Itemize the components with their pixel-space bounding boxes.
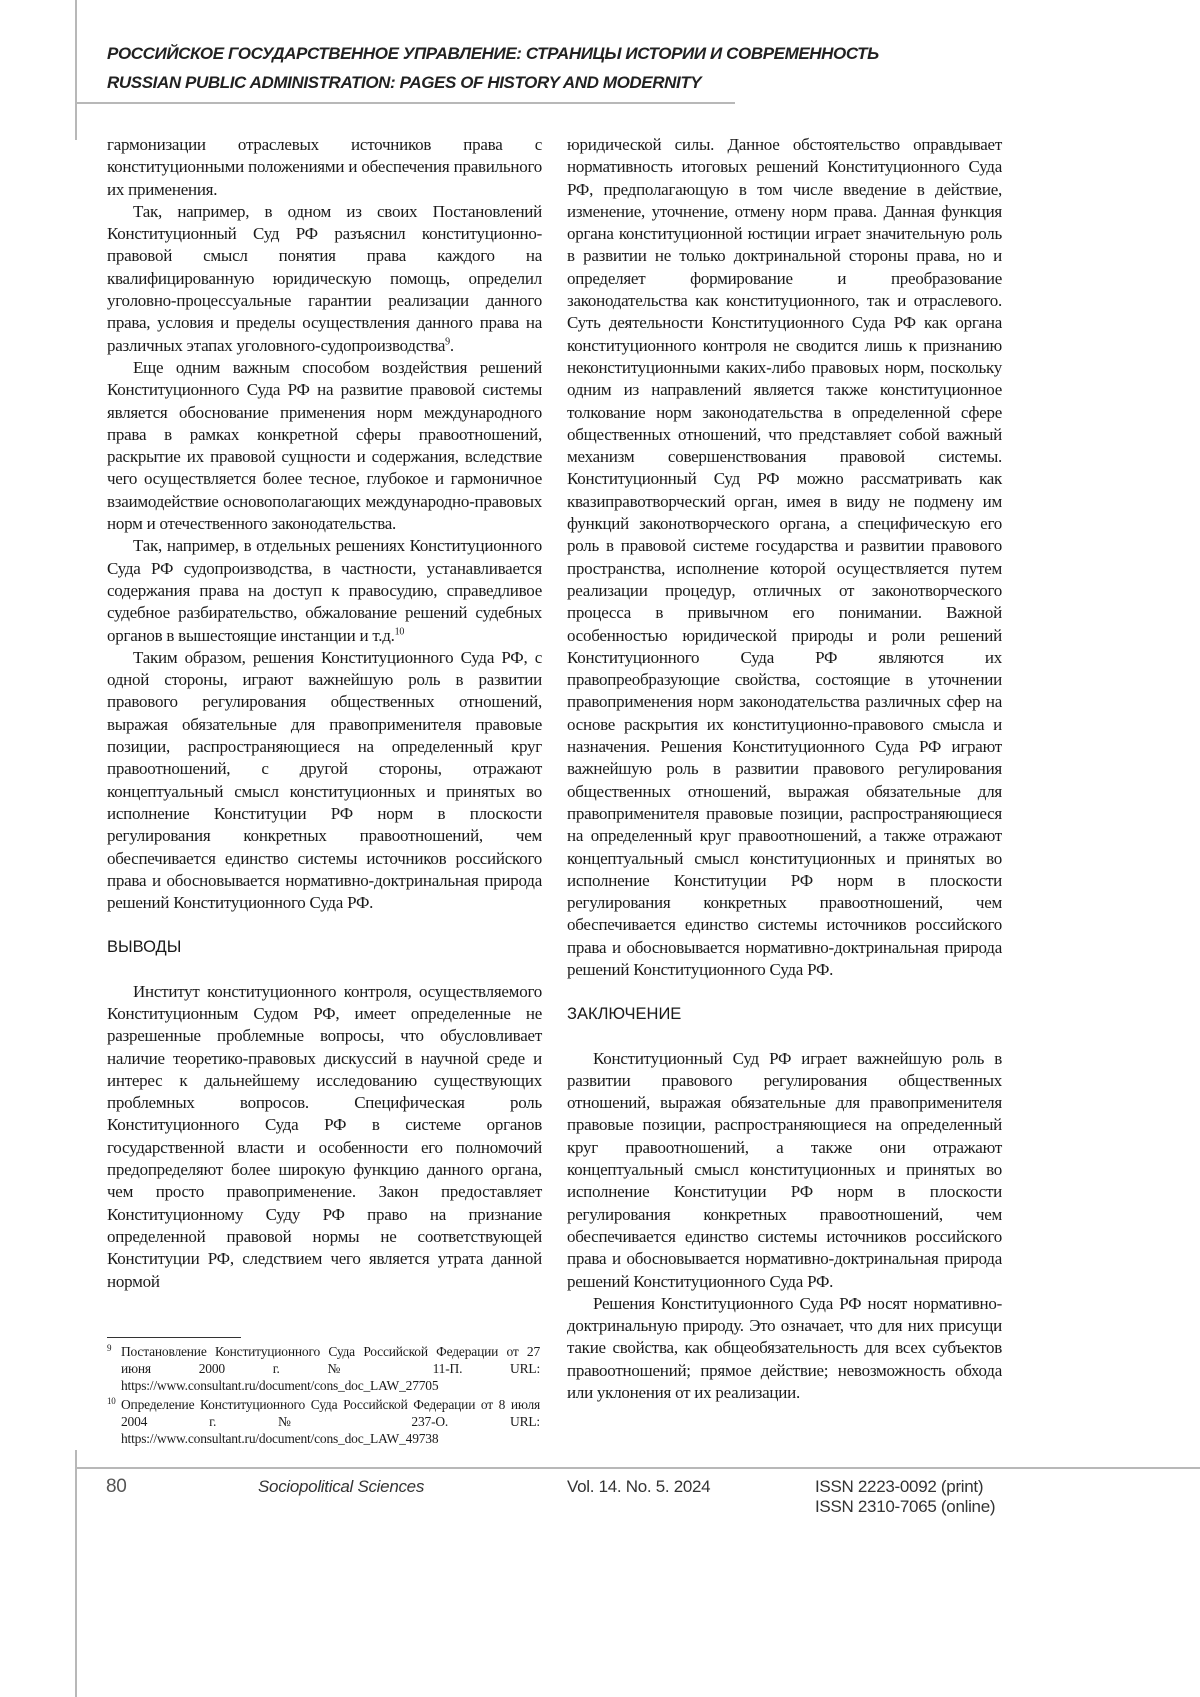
issn-online: ISSN 2310-7065 (online) (815, 1497, 995, 1517)
paragraph: гармонизации отраслевых источников права с конституционными положениями и обеспечения правильного их применения. (107, 134, 542, 201)
paragraph-text: . (450, 336, 454, 355)
footer-vertical-rule (75, 1450, 77, 1697)
running-title-en: RUSSIAN PUBLIC ADMINISTRATION: PAGES OF HISTORY AND MODERNITY (107, 73, 701, 93)
footnote-number: 9 (107, 1340, 111, 1357)
left-column (107, 134, 542, 1293)
paragraph: Еще одним важным способом воздействия решений Конституционного Суда РФ на развитие правовой системы является обоснование применения норм международного права в рамках конкретной сферы правоотношений, раскрытие их правовой сущности и содержания, вследствие чего осуществляется более тесное, глубокое и гармоничное взаимодействие основополагающих международно-правовых норм и отечественного законодательства. (107, 357, 542, 535)
footnote (107, 1396, 540, 1447)
footnote-number: 10 (107, 1393, 116, 1410)
footer-horizontal-rule (75, 1467, 1200, 1469)
page-number: 80 (106, 1476, 127, 1498)
running-title-ru: РОССИЙСКОЕ ГОСУДАРСТВЕННОЕ УПРАВЛЕНИЕ: СТРАНИЦЫ ИСТОРИИ И СОВРЕМЕННОСТЬ (107, 44, 879, 64)
paragraph (107, 201, 542, 357)
paragraph: Институт конституционного контроля, осуществляемого Конституционным Судом РФ, имеет определенные не разрешенные проблемные вопросы, что обусловливает наличие теоретико-правовых дискуссий в научной среде и интерес к дальнейшему исследованию существующих проблемных вопросов. Специфическая роль Конституционного Суда РФ в системе органов государственной власти и особенности его полномочий предопределяют более широкую функцию данного органа, чем просто правоприменение. Закон предоставляет Конституционному Суду РФ право на признание определенной правовой нормы не соответствующей Конституции РФ, следствием чего является утрата данной нормой (107, 981, 542, 1293)
footnote-separator (107, 1337, 241, 1338)
paragraph (107, 535, 542, 646)
footnote-text: Определение Конституционного Суда Российской Федерации от 8 июля 2004 г. № 237-О. URL: https://www.consultant.ru/document/cons_doc_LAW_49738 (121, 1397, 540, 1446)
section-heading-conclusion: ЗАКЛЮЧЕНИЕ (567, 1003, 1002, 1025)
paragraph: Таким образом, решения Конституционного Суда РФ, с одной стороны, играют важнейшую роль в развитии правового регулирования общественных отношений, выражая обязательные для правоприменителя правовые позиции, распространяющиеся на определенный круг правоотношений, с другой стороны, отражают концептуальный смысл конституционных и принятых во исполнение Конституции РФ норм в плоскости регулирования конкретных правоотношений, чем обеспечивается единство системы источников российского права и обосновывается нормативно-доктринальная природа решений Конституционного Суда РФ. (107, 647, 542, 915)
section-heading-conclusions: ВЫВОДЫ (107, 936, 542, 958)
journal-volume: Vol. 14. No. 5. 2024 (567, 1477, 710, 1497)
journal-name: Sociopolitical Sciences (258, 1477, 424, 1497)
paragraph: Решения Конституционного Суда РФ носят нормативно-доктринальную природу. Это означает, что для них присущи такие свойства, как общеобязательность для всех субъектов правоотношений; прямое действие; невозможность обхода или уклонения от их реализации. (567, 1293, 1002, 1404)
header-vertical-rule (75, 0, 77, 140)
paragraph-text: Так, например, в одном из своих Постановлений Конституционный Суд РФ разъяснил конституционно-правовой смысл понятия права каждого на квалифицированную юридическую помощь, определил уголовно-процессуальные гарантии реализации данного права, условия и пределы осуществления данного права на различных этапах уголовного-судопроизводства (107, 202, 542, 355)
issn-print: ISSN 2223-0092 (print) (815, 1477, 983, 1497)
footnote (107, 1343, 540, 1394)
header-horizontal-rule (75, 102, 735, 104)
paragraph: Конституционный Суд РФ играет важнейшую роль в развитии правового регулирования общественных отношений, выражая обязательные для правоприменителя правовые позиции, распространяющиеся на определенный круг правоотношений, а также они отражают концептуальный смысл конституционных и принятых во исполнение Конституции РФ норм в плоскости регулирования конкретных правоотношений, чем обеспечивается единство системы источников российского права и обосновывается нормативно-доктринальная природа решений Конституционного Суда РФ. (567, 1048, 1002, 1293)
footnote-text: Постановление Конституционного Суда Российской Федерации от 27 июня 2000 г. № 11-П. URL: https://www.consultant.ru/document/cons_doc_LAW_27705 (121, 1344, 540, 1393)
paragraph: юридической силы. Данное обстоятельство оправдывает нормативность итоговых решений Конституционного Суда РФ, предполагающую в том числе введение в действие, изменение, уточнение, отмену норм права. Данная функция органа конституционной юстиции играет значительную роль в развитии не только доктринальной стороны права, но и определяет формирование и преобразование законодательства как конституционного, так и отраслевого. Суть деятельности Конституционного Суда РФ как органа конституционного контроля не сводится лишь к признанию неконституционными каких-либо правовых норм, поскольку одним из направлений является также конституционное толкование норм законодательства в определенной сфере общественных отношений, что представляет собой важный механизм совершенствования правовой системы. Конституционный Суд РФ можно рассматривать как квазиправотворческий орган, имея в виду не подмену им функций законотворческого органа, а специфическую его роль в правовой системе государства и развитии правового пространства, исполнение которой осуществляется путем реализации процедур, отличных от законотворческого процесса в привычном его понимании. Важной особенностью юридической природы и роли решений Конституционного Суда РФ являются их правопреобразующие свойства, состоящие в уточнении правоприменения норм законодательства различных сфер на основе раскрытия их конституционно-правового смысла и назначения. Решения Конституционного Суда РФ играют важнейшую роль в развитии правового регулирования общественных отношений, выражая обязательные для правоприменителя правовые позиции, распространяющиеся на определенный круг правоотношений, а также отражают концептуальный смысл конституционных и принятых во исполнение Конституции РФ норм в плоскости регулирования конкретных правоотношений, чем обеспечивается единство системы источников российского права и обосновывается нормативно-доктринальная природа решений Конституционного Суда РФ. (567, 134, 1002, 981)
right-column (567, 134, 1002, 1404)
footnote-ref: 10 (395, 626, 405, 637)
paragraph-text: Так, например, в отдельных решениях Конституционного Суда РФ судопроизводства, в частности, устанавливается содержания права на доступ к правосудию, справедливое судебное разбирательство, обжалование решений судебных органов в вышестоящие инстанции и т.д. (107, 536, 542, 644)
footnote-ref: 9 (445, 336, 450, 347)
